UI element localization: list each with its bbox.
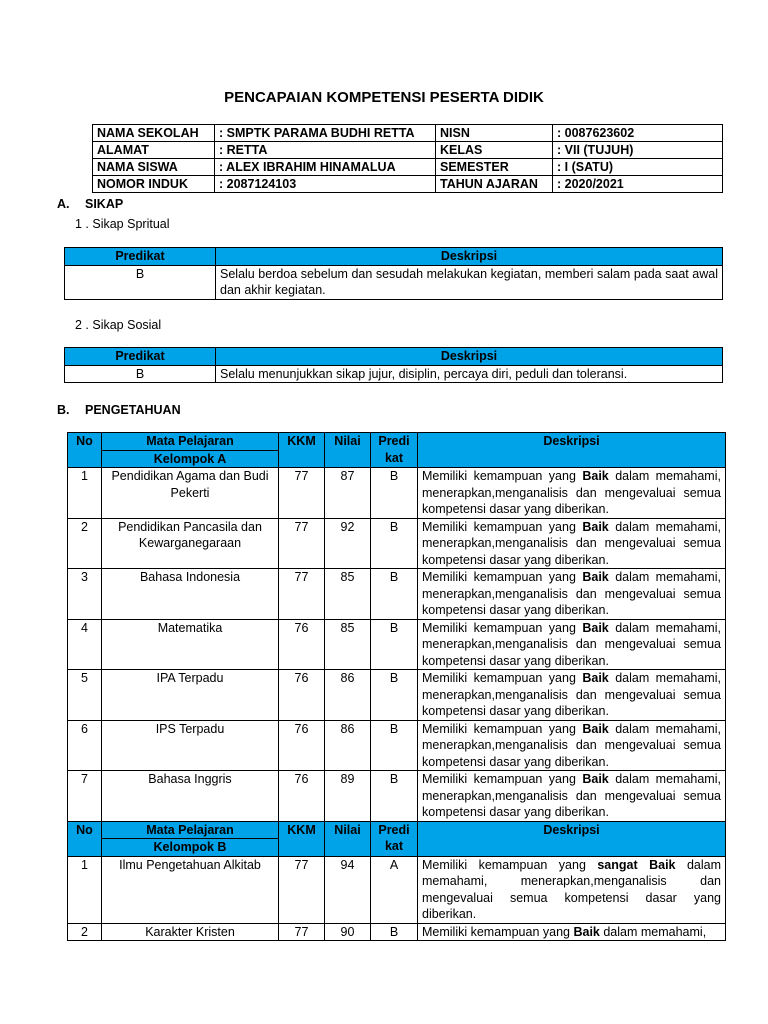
- subject-row: [68, 771, 726, 822]
- subject-deskripsi: [418, 856, 726, 923]
- subject-deskripsi: [418, 771, 726, 822]
- subject-predikat: B: [371, 518, 418, 569]
- info-value: : 2020/2021: [553, 176, 723, 193]
- subject-nilai: 87: [325, 468, 371, 519]
- subject-name: Bahasa Indonesia: [102, 569, 279, 620]
- desc-level: Baik: [582, 772, 609, 786]
- desc-suffix: dalam memahami, menerapkan,menganalisis dan mengevaluai semua kompetensi dasar yang diberikan.: [422, 469, 721, 516]
- spiritual-header-deskripsi: Deskripsi: [216, 248, 723, 266]
- info-row: [93, 176, 723, 193]
- subject-deskripsi: [418, 468, 726, 519]
- subject-nilai: 89: [325, 771, 371, 822]
- subject-deskripsi: [418, 619, 726, 670]
- desc-level: Baik: [582, 721, 609, 736]
- info-label: KELAS: [436, 142, 553, 159]
- info-row: [93, 159, 723, 176]
- desc-level: Baik: [582, 671, 609, 685]
- subject-kkm: 77: [279, 468, 325, 519]
- desc-level: Baik: [582, 620, 609, 635]
- desc-prefix: Memiliki kemampuan yang: [422, 772, 576, 786]
- desc-suffix: dalam memahami, menerapkan,menganalisis dan mengevaluai semua kompetensi dasar yang diberikan.: [422, 570, 721, 617]
- student-info-table: [92, 124, 723, 193]
- desc-prefix: Memiliki kemampuan yang: [422, 620, 576, 635]
- desc-prefix: Memiliki kemampuan yang: [422, 671, 576, 685]
- desc-prefix: Memiliki kemampuan yang: [422, 857, 586, 872]
- subject-no: 6: [68, 720, 102, 771]
- header-predikat: Predi kat: [371, 433, 418, 468]
- info-label: NAMA SEKOLAH: [93, 125, 215, 142]
- info-row: [93, 142, 723, 159]
- subject-nilai: 85: [325, 619, 371, 670]
- subject-name: Karakter Kristen: [102, 923, 279, 941]
- subject-deskripsi: [418, 569, 726, 620]
- desc-level: Baik: [582, 469, 609, 483]
- header-nilai: Nilai: [325, 821, 371, 856]
- desc-suffix: dalam memahami, menerapkan,menganalisis dan mengevaluai semua kompetensi dasar yang diberikan.: [422, 620, 721, 668]
- subject-row: [68, 518, 726, 569]
- info-value: : 0087623602: [553, 125, 723, 142]
- section-b-marker: B.: [57, 403, 70, 417]
- subject-row: [68, 923, 726, 941]
- desc-prefix: Memiliki kemampuan yang: [422, 570, 576, 584]
- header-predikat: Predi kat: [371, 821, 418, 856]
- spiritual-deskripsi: Selalu berdoa sebelum dan sesudah melakukan kegiatan, memberi salam pada saat awal dan akhir kegiatan.: [216, 265, 723, 299]
- info-value: : RETTA: [215, 142, 436, 159]
- subject-deskripsi: [418, 720, 726, 771]
- subject-deskripsi: [418, 923, 726, 941]
- desc-suffix: dalam memahami, menerapkan,menganalisis dan mengevaluai semua kompetensi dasar yang diberikan.: [422, 721, 721, 769]
- desc-suffix: dalam memahami, menerapkan,menganalisis dan mengevaluai semua kompetensi dasar yang diberikan.: [422, 519, 721, 567]
- sosial-header-deskripsi: Deskripsi: [216, 348, 723, 366]
- subject-row: [68, 468, 726, 519]
- subject-predikat: A: [371, 856, 418, 923]
- subject-predikat: B: [371, 468, 418, 519]
- subject-nilai: 85: [325, 569, 371, 620]
- desc-level: Baik: [582, 570, 609, 584]
- header-no: No: [68, 433, 102, 468]
- desc-suffix: dalam memahami, menerapkan,menganalisis dan mengevaluai semua kompetensi dasar yang diberikan.: [422, 857, 721, 921]
- subject-deskripsi: [418, 670, 726, 721]
- spiritual-header-predikat: Predikat: [65, 248, 216, 266]
- subject-no: 1: [68, 856, 102, 923]
- header-no: No: [68, 821, 102, 856]
- info-label: SEMESTER: [436, 159, 553, 176]
- info-value: : 2087124103: [215, 176, 436, 193]
- info-label: NISN: [436, 125, 553, 142]
- subject-predikat: B: [371, 720, 418, 771]
- subject-nilai: 86: [325, 720, 371, 771]
- subject-name: Bahasa Inggris: [102, 771, 279, 822]
- spiritual-table: [64, 247, 723, 300]
- group-label: Kelompok B: [102, 839, 279, 857]
- subject-no: 4: [68, 619, 102, 670]
- section-a-heading: SIKAP: [85, 197, 124, 211]
- subject-no: 5: [68, 670, 102, 721]
- subject-nilai: 90: [325, 923, 371, 941]
- section-a-marker: A.: [57, 197, 70, 211]
- subject-no: 2: [68, 923, 102, 941]
- header-kkm: KKM: [279, 821, 325, 856]
- info-value: : ALEX IBRAHIM HINAMALUA: [215, 159, 436, 176]
- subject-predikat: B: [371, 619, 418, 670]
- desc-suffix: dalam memahami,: [603, 924, 707, 939]
- desc-prefix: Memiliki kemampuan yang: [422, 924, 570, 939]
- knowledge-table: [67, 432, 726, 941]
- subject-name: IPA Terpadu: [102, 670, 279, 721]
- info-label: TAHUN AJARAN: [436, 176, 553, 193]
- subject-nilai: 86: [325, 670, 371, 721]
- subject-name: Ilmu Pengetahuan Alkitab: [102, 856, 279, 923]
- subject-kkm: 77: [279, 569, 325, 620]
- desc-level: Baik: [573, 924, 600, 939]
- section-b-heading: PENGETAHUAN: [85, 403, 181, 417]
- subject-name: Pendidikan Pancasila dan Kewarganegaraan: [102, 518, 279, 569]
- subject-kkm: 76: [279, 771, 325, 822]
- subject-row: [68, 670, 726, 721]
- group-header-row: [68, 821, 726, 839]
- subject-no: 1: [68, 468, 102, 519]
- subject-predikat: B: [371, 923, 418, 941]
- subject-kkm: 77: [279, 923, 325, 941]
- header-deskripsi: Deskripsi: [418, 821, 726, 856]
- sosial-table: [64, 347, 723, 383]
- sosial-header-predikat: Predikat: [65, 348, 216, 366]
- subject-name: Pendidikan Agama dan Budi Pekerti: [102, 468, 279, 519]
- subject-no: 2: [68, 518, 102, 569]
- desc-level: Baik: [582, 519, 609, 534]
- subject-name: IPS Terpadu: [102, 720, 279, 771]
- info-label: NOMOR INDUK: [93, 176, 215, 193]
- subject-no: 3: [68, 569, 102, 620]
- subject-row: [68, 569, 726, 620]
- subject-row: [68, 720, 726, 771]
- subject-nilai: 94: [325, 856, 371, 923]
- subject-no: 7: [68, 771, 102, 822]
- header-kkm: KKM: [279, 433, 325, 468]
- desc-prefix: Memiliki kemampuan yang: [422, 469, 576, 483]
- header-nilai: Nilai: [325, 433, 371, 468]
- sosial-deskripsi: Selalu menunjukkan sikap jujur, disiplin, percaya diri, peduli dan toleransi.: [216, 365, 723, 383]
- info-value: : VII (TUJUH): [553, 142, 723, 159]
- group-header-row: [68, 433, 726, 451]
- header-mapel: Mata Pelajaran: [102, 433, 279, 451]
- desc-prefix: Memiliki kemampuan yang: [422, 519, 576, 534]
- group-label: Kelompok A: [102, 450, 279, 468]
- subject-row: [68, 856, 726, 923]
- desc-prefix: Memiliki kemampuan yang: [422, 721, 576, 736]
- subject-kkm: 77: [279, 856, 325, 923]
- desc-suffix: dalam memahami, menerapkan,menganalisis dan mengevaluai semua kompetensi dasar yang diberikan.: [422, 671, 721, 718]
- subject-kkm: 76: [279, 720, 325, 771]
- info-value: : SMPTK PARAMA BUDHI RETTA: [215, 125, 436, 142]
- spiritual-predikat: B: [65, 265, 216, 299]
- page-title: PENCAPAIAN KOMPETENSI PESERTA DIDIK: [224, 89, 544, 106]
- info-label: ALAMAT: [93, 142, 215, 159]
- subject-predikat: B: [371, 771, 418, 822]
- subject-name: Matematika: [102, 619, 279, 670]
- subject-predikat: B: [371, 670, 418, 721]
- subject-predikat: B: [371, 569, 418, 620]
- sosial-predikat: B: [65, 365, 216, 383]
- desc-level: sangat Baik: [597, 857, 676, 872]
- subject-kkm: 76: [279, 670, 325, 721]
- info-label: NAMA SISWA: [93, 159, 215, 176]
- info-row: [93, 125, 723, 142]
- subject-deskripsi: [418, 518, 726, 569]
- subject-nilai: 92: [325, 518, 371, 569]
- subject-row: [68, 619, 726, 670]
- header-deskripsi: Deskripsi: [418, 433, 726, 468]
- spiritual-label: 1 . Sikap Spritual: [75, 217, 170, 231]
- info-value: : I (SATU): [553, 159, 723, 176]
- desc-suffix: dalam memahami, menerapkan,menganalisis dan mengevaluai semua kompetensi dasar yang diberikan.: [422, 772, 721, 819]
- subject-kkm: 77: [279, 518, 325, 569]
- header-mapel: Mata Pelajaran: [102, 821, 279, 839]
- subject-kkm: 76: [279, 619, 325, 670]
- sosial-label: 2 . Sikap Sosial: [75, 318, 162, 332]
